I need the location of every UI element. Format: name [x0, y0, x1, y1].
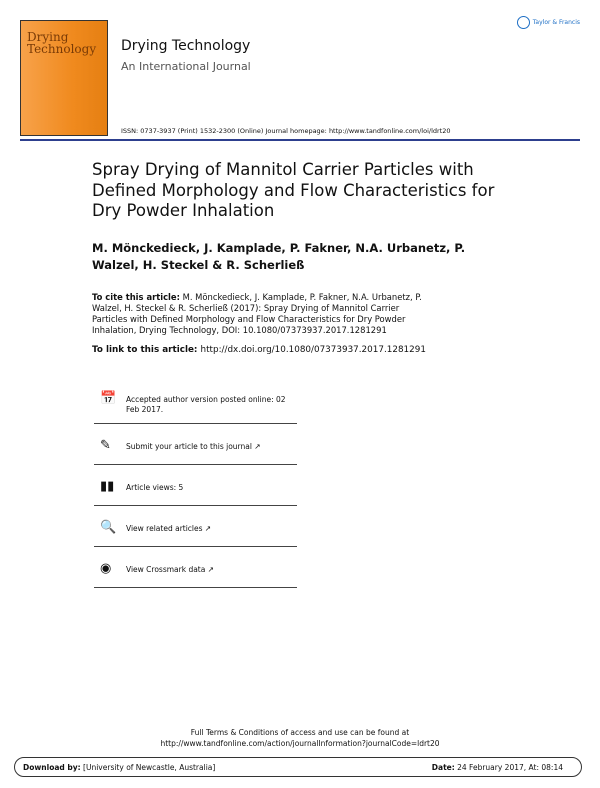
article-actions [94, 388, 297, 599]
link-label: To link to this article: [92, 345, 201, 355]
article-views-item [94, 476, 297, 506]
terms-notice [0, 727, 600, 749]
date-value: 24 February 2017, At: 08:14 [454, 762, 563, 772]
download-value: [University of Newcastle, Australia] [80, 762, 216, 772]
related-articles-link[interactable] [94, 517, 297, 547]
header-divider [20, 139, 580, 141]
issn-line [121, 127, 451, 135]
terms-line: Full Terms & Conditions of access and use can be found at [190, 728, 410, 737]
date-label: Date: [431, 762, 455, 772]
journal-subtitle: An International Journal [121, 60, 251, 73]
submit-article-link[interactable] [94, 435, 297, 465]
download-by [23, 763, 215, 772]
article-title: Spray Drying of Mannitol Carrier Particles with Defined Morphology and Flow Characteristics for Dry Powder Inhalation [92, 160, 495, 220]
search-document-icon: 🔍 [100, 520, 117, 535]
journal-cover-image [20, 20, 108, 136]
journal-homepage-link[interactable]: http://www.tandfonline.com/loi/ldrt20 [328, 127, 451, 135]
item-label: View related articles ↗ [126, 524, 212, 533]
cover-title: Drying Technology [27, 30, 97, 56]
citation [92, 292, 437, 336]
cite-doi-link[interactable]: 10.1080/07373937.2017.1281291 [242, 325, 387, 335]
bar-chart-icon: ▮▮ [100, 479, 115, 494]
crossmark-link[interactable] [94, 558, 297, 588]
article-doi-link[interactable]: http://dx.doi.org/10.1080/07373937.2017.1281291 [200, 345, 426, 355]
download-info-bar [14, 757, 582, 777]
download-label: Download by: [23, 762, 81, 772]
article-link-line [92, 345, 426, 355]
crossmark-icon: ◉ [100, 561, 112, 576]
journal-title: Drying Technology [121, 38, 251, 54]
item-label: Accepted author version posted online: 02 Feb 2017. [126, 395, 286, 414]
calendar-icon: 📅 [100, 391, 117, 406]
item-label: Submit your article to this journal ↗ [126, 442, 261, 451]
publisher-logo [517, 16, 580, 29]
publisher-logo-icon [517, 16, 530, 29]
cite-label: To cite this article: [92, 292, 180, 302]
download-date [432, 763, 563, 772]
item-label: View Crossmark data ↗ [126, 565, 215, 574]
publisher-name: Taylor & Francis [532, 19, 580, 26]
edit-icon: ✎ [100, 438, 111, 453]
terms-link[interactable]: http://www.tandfonline.com/action/journalInformation?journalCode=ldrt20 [160, 739, 440, 748]
issn-text: ISSN: 0737-3937 (Print) 1532-2300 (Online) Journal homepage: [121, 127, 329, 135]
article-authors: M. Mönckedieck, J. Kamplade, P. Fakner, N.A. Urbanetz, P. Walzel, H. Steckel & R. Scherließ [92, 241, 466, 272]
cite-text: M. Mönckedieck, J. Kamplade, P. Fakner, N.A. Urbanetz, P. Walzel, H. Steckel & R. Scherließ (2017): Spray Drying of Mannitol Carrier Particles with Defined Morphology and Flow Characteristics for Dry Powder Inhalation, Drying Technology, DOI: [92, 292, 422, 335]
accepted-date-item [94, 388, 297, 424]
item-label: Article views: 5 [126, 483, 184, 492]
